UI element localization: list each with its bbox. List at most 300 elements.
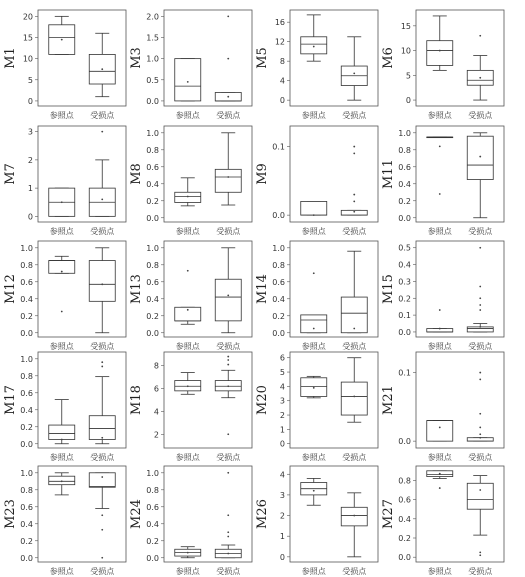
category-label: 参照点 bbox=[175, 227, 200, 236]
y-tick-label: 15 bbox=[22, 33, 33, 43]
category-label: 参照点 bbox=[49, 567, 74, 576]
iqr-box bbox=[301, 37, 327, 54]
y-tick-label: 0.1 bbox=[272, 142, 285, 152]
box-damaged bbox=[215, 15, 241, 100]
y-tick-label: 0.0 bbox=[398, 213, 411, 223]
mean-marker bbox=[227, 553, 229, 555]
mean-marker bbox=[61, 271, 63, 273]
iqr-box bbox=[467, 136, 493, 179]
box-damaged bbox=[89, 131, 115, 217]
category-label: 参照点 bbox=[301, 453, 326, 462]
panel-m3 bbox=[129, 10, 252, 120]
panel-m1 bbox=[3, 10, 126, 120]
panel-m14 bbox=[255, 241, 378, 351]
mean-marker bbox=[439, 328, 441, 330]
panel-m17 bbox=[3, 352, 126, 462]
y-tick-label: 3 bbox=[279, 490, 285, 500]
y-tick-label: 0.2 bbox=[146, 536, 159, 546]
y-axis-label: M21 bbox=[381, 385, 396, 415]
outlier-point bbox=[227, 58, 229, 60]
mean-marker bbox=[227, 294, 229, 296]
category-label: 参照点 bbox=[301, 111, 326, 120]
mean-marker bbox=[61, 39, 63, 41]
y-tick-label: 1.0 bbox=[20, 243, 33, 253]
mean-marker bbox=[439, 473, 441, 475]
category-label: 受损点 bbox=[90, 453, 115, 462]
outlier-point bbox=[227, 15, 229, 17]
y-tick-label: 0.1 bbox=[398, 311, 411, 321]
y-tick-label: 1 bbox=[279, 532, 285, 542]
category-label: 参照点 bbox=[427, 342, 452, 351]
y-tick-label: 1.0 bbox=[146, 468, 159, 478]
category-label: 受损点 bbox=[216, 453, 241, 462]
y-axis-label: M15 bbox=[381, 274, 396, 304]
y-tick-label: 20 bbox=[22, 12, 33, 22]
y-tick-label: 5 bbox=[279, 368, 285, 378]
y-tick-label: 4 bbox=[279, 470, 285, 480]
panel-m12 bbox=[3, 241, 126, 351]
outlier-point bbox=[479, 297, 481, 299]
y-tick-label: 0.4 bbox=[20, 294, 33, 304]
y-tick-label: 0.6 bbox=[146, 277, 159, 287]
mean-marker bbox=[479, 437, 481, 439]
y-tick-label: 4 bbox=[279, 76, 285, 86]
category-label: 受损点 bbox=[216, 227, 241, 236]
mean-marker bbox=[227, 385, 229, 387]
box-damaged bbox=[89, 361, 115, 443]
outlier-point bbox=[101, 514, 103, 516]
mean-marker bbox=[187, 309, 189, 311]
y-tick-label: 0.4 bbox=[398, 260, 411, 270]
mean-marker bbox=[313, 490, 315, 492]
y-tick-label: 8 bbox=[279, 57, 285, 67]
y-tick-label: 4 bbox=[153, 407, 159, 417]
panel-m21 bbox=[381, 352, 504, 462]
mean-marker bbox=[227, 96, 229, 98]
y-tick-label: 15 bbox=[400, 21, 411, 31]
y-tick-label: 0.6 bbox=[398, 162, 411, 172]
box-reference bbox=[175, 373, 201, 395]
category-label: 受损点 bbox=[468, 227, 493, 236]
y-tick-label: 0.2 bbox=[20, 536, 33, 546]
outlier-point bbox=[227, 433, 229, 435]
category-label: 受损点 bbox=[468, 567, 493, 576]
outlier-point bbox=[353, 153, 355, 155]
category-label: 参照点 bbox=[49, 227, 74, 236]
y-tick-label: 0.4 bbox=[20, 519, 33, 529]
plot-frame bbox=[416, 241, 504, 337]
mean-marker bbox=[479, 77, 481, 79]
y-axis-label: M24 bbox=[129, 499, 144, 529]
y-tick-label: 0.6 bbox=[146, 162, 159, 172]
category-label: 参照点 bbox=[427, 111, 452, 120]
category-label: 受损点 bbox=[90, 567, 115, 576]
panel-m7 bbox=[3, 126, 126, 236]
y-tick-label: 1 bbox=[27, 184, 33, 194]
mean-marker bbox=[353, 72, 355, 74]
box-reference bbox=[427, 421, 453, 442]
iqr-box bbox=[215, 279, 241, 321]
y-tick-label: 0.2 bbox=[146, 311, 159, 321]
y-tick-label: 0.8 bbox=[398, 476, 411, 486]
y-tick-label: 3 bbox=[279, 396, 285, 406]
category-label: 受损点 bbox=[468, 453, 493, 462]
outlier-point bbox=[479, 247, 481, 249]
category-label: 受损点 bbox=[468, 111, 493, 120]
y-tick-label: 12 bbox=[274, 37, 285, 47]
box-damaged bbox=[89, 248, 115, 333]
y-tick-label: 0.6 bbox=[20, 502, 33, 512]
box-damaged bbox=[215, 133, 241, 205]
y-tick-label: 2 bbox=[27, 155, 33, 165]
y-tick-label: 1.0 bbox=[20, 354, 33, 364]
mean-marker bbox=[479, 326, 481, 328]
box-reference bbox=[301, 478, 327, 505]
box-reference bbox=[427, 137, 453, 195]
box-damaged bbox=[89, 473, 115, 559]
y-tick-label: 0.1 bbox=[398, 368, 411, 378]
category-label: 受损点 bbox=[90, 111, 115, 120]
y-axis-label: M17 bbox=[3, 385, 18, 415]
y-tick-label: 0.2 bbox=[20, 422, 33, 432]
category-label: 参照点 bbox=[427, 567, 452, 576]
box-reference bbox=[49, 188, 75, 216]
mean-marker bbox=[101, 283, 103, 285]
outlier-point bbox=[313, 272, 315, 274]
y-tick-label: 0 bbox=[405, 96, 411, 106]
category-label: 受损点 bbox=[216, 111, 241, 120]
y-tick-label: 0.8 bbox=[146, 145, 159, 155]
panel-m23 bbox=[3, 466, 126, 576]
outlier-point bbox=[101, 366, 103, 368]
box-damaged bbox=[341, 146, 367, 215]
box-reference bbox=[427, 309, 453, 332]
panel-m24 bbox=[129, 466, 252, 576]
outlier-point bbox=[227, 536, 229, 538]
category-label: 受损点 bbox=[342, 342, 367, 351]
mean-marker bbox=[227, 176, 229, 178]
category-label: 参照点 bbox=[49, 111, 74, 120]
iqr-box bbox=[89, 261, 115, 302]
y-tick-label: 0.6 bbox=[20, 277, 33, 287]
outlier-point bbox=[479, 554, 481, 556]
outlier-point bbox=[187, 270, 189, 272]
y-tick-label: 0.4 bbox=[272, 294, 285, 304]
y-tick-label: 0.0 bbox=[146, 96, 159, 106]
mean-marker bbox=[439, 427, 441, 429]
category-label: 参照点 bbox=[301, 567, 326, 576]
iqr-box bbox=[467, 483, 493, 509]
y-tick-label: 0.2 bbox=[272, 311, 285, 321]
category-label: 受损点 bbox=[342, 111, 367, 120]
y-axis-label: M3 bbox=[129, 47, 144, 69]
category-label: 参照点 bbox=[427, 453, 452, 462]
outlier-point bbox=[479, 309, 481, 311]
plot-frame bbox=[164, 466, 252, 562]
box-reference bbox=[301, 15, 327, 61]
box-reference bbox=[49, 256, 75, 312]
outlier-point bbox=[479, 427, 481, 429]
outlier-point bbox=[227, 514, 229, 516]
y-tick-label: 10 bbox=[400, 46, 411, 56]
y-tick-label: 0.4 bbox=[146, 179, 159, 189]
iqr-box bbox=[175, 59, 201, 101]
y-tick-label: 6 bbox=[279, 353, 285, 363]
category-label: 受损点 bbox=[216, 342, 241, 351]
y-tick-label: 5 bbox=[27, 75, 33, 85]
y-tick-label: 0 bbox=[27, 96, 33, 106]
mean-marker bbox=[61, 201, 63, 203]
outlier-point bbox=[101, 361, 103, 363]
category-label: 参照点 bbox=[175, 453, 200, 462]
y-tick-label: 16 bbox=[274, 18, 285, 28]
y-tick-label: 0.0 bbox=[398, 327, 411, 337]
category-label: 受损点 bbox=[342, 453, 367, 462]
y-tick-label: 1.0 bbox=[272, 243, 285, 253]
y-tick-label: 0.2 bbox=[398, 196, 411, 206]
box-damaged bbox=[215, 356, 241, 436]
y-axis-label: M5 bbox=[255, 47, 270, 69]
y-tick-label: 1.0 bbox=[146, 54, 159, 64]
y-tick-label: 0 bbox=[27, 212, 33, 222]
mean-marker bbox=[101, 199, 103, 201]
box-reference bbox=[301, 376, 327, 397]
category-label: 参照点 bbox=[49, 342, 74, 351]
box-damaged bbox=[341, 358, 367, 422]
y-tick-label: 0.0 bbox=[272, 328, 285, 338]
outlier-point bbox=[479, 286, 481, 288]
panel-m18 bbox=[129, 352, 252, 462]
y-tick-label: 0.8 bbox=[20, 371, 33, 381]
y-axis-label: M7 bbox=[3, 163, 18, 185]
outlier-point bbox=[227, 531, 229, 533]
panel-m8 bbox=[129, 126, 252, 236]
category-label: 参照点 bbox=[427, 227, 452, 236]
y-tick-label: 0.5 bbox=[146, 75, 159, 85]
iqr-box bbox=[341, 297, 367, 333]
mean-marker bbox=[313, 328, 315, 330]
y-tick-label: 0.6 bbox=[398, 495, 411, 505]
category-label: 受损点 bbox=[216, 567, 241, 576]
mean-marker bbox=[313, 214, 315, 216]
y-tick-label: 0.8 bbox=[146, 260, 159, 270]
y-tick-label: 0.0 bbox=[20, 328, 33, 338]
mean-marker bbox=[101, 68, 103, 70]
panel-m5 bbox=[255, 10, 378, 120]
y-tick-label: 10 bbox=[22, 54, 33, 64]
box-damaged bbox=[215, 248, 241, 333]
outlier-point bbox=[479, 552, 481, 554]
box-reference bbox=[49, 16, 75, 54]
box-damaged bbox=[467, 247, 493, 332]
mean-marker bbox=[353, 328, 355, 330]
mean-marker bbox=[353, 515, 355, 517]
mean-marker bbox=[187, 385, 189, 387]
outlier-point bbox=[439, 193, 441, 195]
box-reference bbox=[427, 471, 453, 489]
mean-marker bbox=[479, 489, 481, 491]
mean-marker bbox=[61, 439, 63, 441]
box-reference bbox=[301, 272, 327, 332]
iqr-box bbox=[427, 41, 453, 66]
iqr-box bbox=[341, 382, 367, 415]
outlier-point bbox=[227, 364, 229, 366]
mean-marker bbox=[101, 437, 103, 439]
box-reference bbox=[301, 201, 327, 216]
category-label: 受损点 bbox=[468, 342, 493, 351]
y-tick-label: 0.0 bbox=[20, 439, 33, 449]
y-tick-label: 0.0 bbox=[146, 553, 159, 563]
mean-marker bbox=[479, 156, 481, 158]
panel-m11 bbox=[381, 126, 504, 236]
y-tick-label: 0.6 bbox=[146, 502, 159, 512]
y-tick-label: 1.0 bbox=[20, 468, 33, 478]
outlier-point bbox=[353, 201, 355, 203]
y-axis-label: M9 bbox=[255, 163, 270, 185]
iqr-box bbox=[341, 507, 367, 526]
box-damaged bbox=[89, 33, 115, 96]
y-tick-label: 0.2 bbox=[398, 534, 411, 543]
y-tick-label: 0.0 bbox=[20, 553, 33, 563]
y-tick-label: 1.0 bbox=[146, 243, 159, 253]
y-tick-label: 6 bbox=[153, 384, 159, 394]
iqr-box bbox=[301, 201, 327, 215]
plot-frame bbox=[416, 466, 504, 562]
outlier-point bbox=[61, 311, 63, 313]
mean-marker bbox=[313, 387, 315, 389]
outlier-point bbox=[479, 304, 481, 306]
y-tick-label: 0.4 bbox=[398, 514, 411, 524]
iqr-box bbox=[301, 315, 327, 333]
box-damaged bbox=[341, 37, 367, 100]
mean-marker bbox=[439, 145, 441, 147]
box-damaged bbox=[341, 493, 367, 557]
y-tick-label: 1.5 bbox=[146, 33, 159, 43]
y-tick-label: 0.2 bbox=[20, 311, 33, 321]
box-damaged bbox=[467, 372, 493, 441]
box-reference bbox=[49, 400, 75, 444]
box-damaged bbox=[467, 133, 493, 218]
y-tick-label: 1.0 bbox=[398, 128, 411, 138]
y-tick-label: 0.4 bbox=[146, 294, 159, 304]
y-axis-label: M18 bbox=[129, 385, 144, 415]
outlier-point bbox=[101, 131, 103, 133]
outlier-point bbox=[479, 35, 481, 37]
outlier-point bbox=[479, 372, 481, 374]
panel-m26 bbox=[255, 466, 378, 576]
category-label: 受损点 bbox=[342, 567, 367, 576]
iqr-box bbox=[89, 416, 115, 440]
y-tick-label: 0 bbox=[279, 552, 285, 562]
y-tick-label: 1 bbox=[279, 425, 285, 435]
y-tick-label: 0.5 bbox=[398, 243, 411, 253]
box-damaged bbox=[215, 472, 241, 558]
y-tick-label: 0.8 bbox=[398, 145, 411, 155]
mean-marker bbox=[187, 196, 189, 198]
outlier-point bbox=[479, 379, 481, 381]
box-damaged bbox=[341, 251, 367, 333]
y-tick-label: 0.3 bbox=[398, 277, 411, 287]
y-tick-label: 0.8 bbox=[20, 485, 33, 495]
y-tick-label: 0.0 bbox=[146, 328, 159, 338]
y-axis-label: M23 bbox=[3, 499, 18, 529]
y-tick-label: 0.8 bbox=[20, 260, 33, 270]
y-axis-label: M20 bbox=[255, 385, 270, 415]
outlier-point bbox=[101, 529, 103, 531]
y-tick-label: 0.8 bbox=[272, 260, 285, 270]
y-axis-label: M14 bbox=[255, 274, 270, 304]
y-tick-label: 0.0 bbox=[146, 213, 159, 223]
category-label: 参照点 bbox=[175, 567, 200, 576]
box-reference bbox=[427, 16, 453, 70]
y-tick-label: 0.0 bbox=[272, 211, 285, 221]
y-tick-label: 0.4 bbox=[20, 405, 33, 415]
box-reference bbox=[175, 270, 201, 324]
panel-m15 bbox=[381, 241, 504, 351]
outlier-point bbox=[353, 146, 355, 148]
outlier-point bbox=[227, 472, 229, 474]
y-tick-label: 4 bbox=[279, 382, 285, 392]
box-reference bbox=[49, 473, 75, 495]
y-axis-label: M8 bbox=[129, 163, 144, 185]
y-tick-label: 2 bbox=[153, 430, 159, 440]
y-axis-label: M6 bbox=[381, 47, 396, 69]
box-reference bbox=[175, 178, 201, 206]
y-tick-label: 0.0 bbox=[398, 437, 411, 447]
y-tick-label: 0.6 bbox=[20, 388, 33, 398]
category-label: 受损点 bbox=[90, 227, 115, 236]
mean-marker bbox=[353, 396, 355, 398]
mean-marker bbox=[187, 81, 189, 83]
y-axis-label: M12 bbox=[3, 274, 18, 304]
box-damaged bbox=[467, 35, 493, 100]
y-tick-label: 5 bbox=[405, 71, 411, 81]
y-tick-label: 0.6 bbox=[272, 277, 285, 287]
plot-frame bbox=[290, 10, 378, 106]
box-damaged bbox=[467, 476, 493, 557]
mean-marker bbox=[187, 552, 189, 554]
outlier-point bbox=[479, 433, 481, 435]
y-tick-label: 2 bbox=[279, 511, 285, 521]
y-tick-label: 0 bbox=[279, 96, 285, 106]
iqr-box bbox=[49, 425, 75, 439]
outlier-point bbox=[479, 413, 481, 415]
category-label: 参照点 bbox=[301, 227, 326, 236]
y-tick-label: 1.0 bbox=[146, 128, 159, 138]
y-axis-label: M13 bbox=[129, 274, 144, 304]
y-tick-label: 0.4 bbox=[398, 179, 411, 189]
outlier-point bbox=[439, 309, 441, 311]
category-label: 受损点 bbox=[342, 227, 367, 236]
y-tick-label: 2 bbox=[279, 411, 285, 421]
panel-m9 bbox=[255, 126, 378, 236]
y-tick-label: 8 bbox=[153, 361, 159, 371]
category-label: 参照点 bbox=[301, 342, 326, 351]
y-tick-label: 0.2 bbox=[398, 294, 411, 304]
outlier-point bbox=[353, 194, 355, 196]
panel-m13 bbox=[129, 241, 252, 351]
mean-marker bbox=[353, 211, 355, 213]
y-axis-label: M11 bbox=[381, 159, 396, 189]
plot-frame bbox=[164, 352, 252, 448]
y-axis-label: M27 bbox=[381, 499, 396, 529]
outlier-point bbox=[101, 557, 103, 559]
y-axis-label: M1 bbox=[3, 47, 18, 69]
outlier-point bbox=[227, 356, 229, 358]
iqr-box bbox=[215, 169, 241, 192]
mean-marker bbox=[61, 480, 63, 482]
panel-m6 bbox=[381, 10, 504, 120]
